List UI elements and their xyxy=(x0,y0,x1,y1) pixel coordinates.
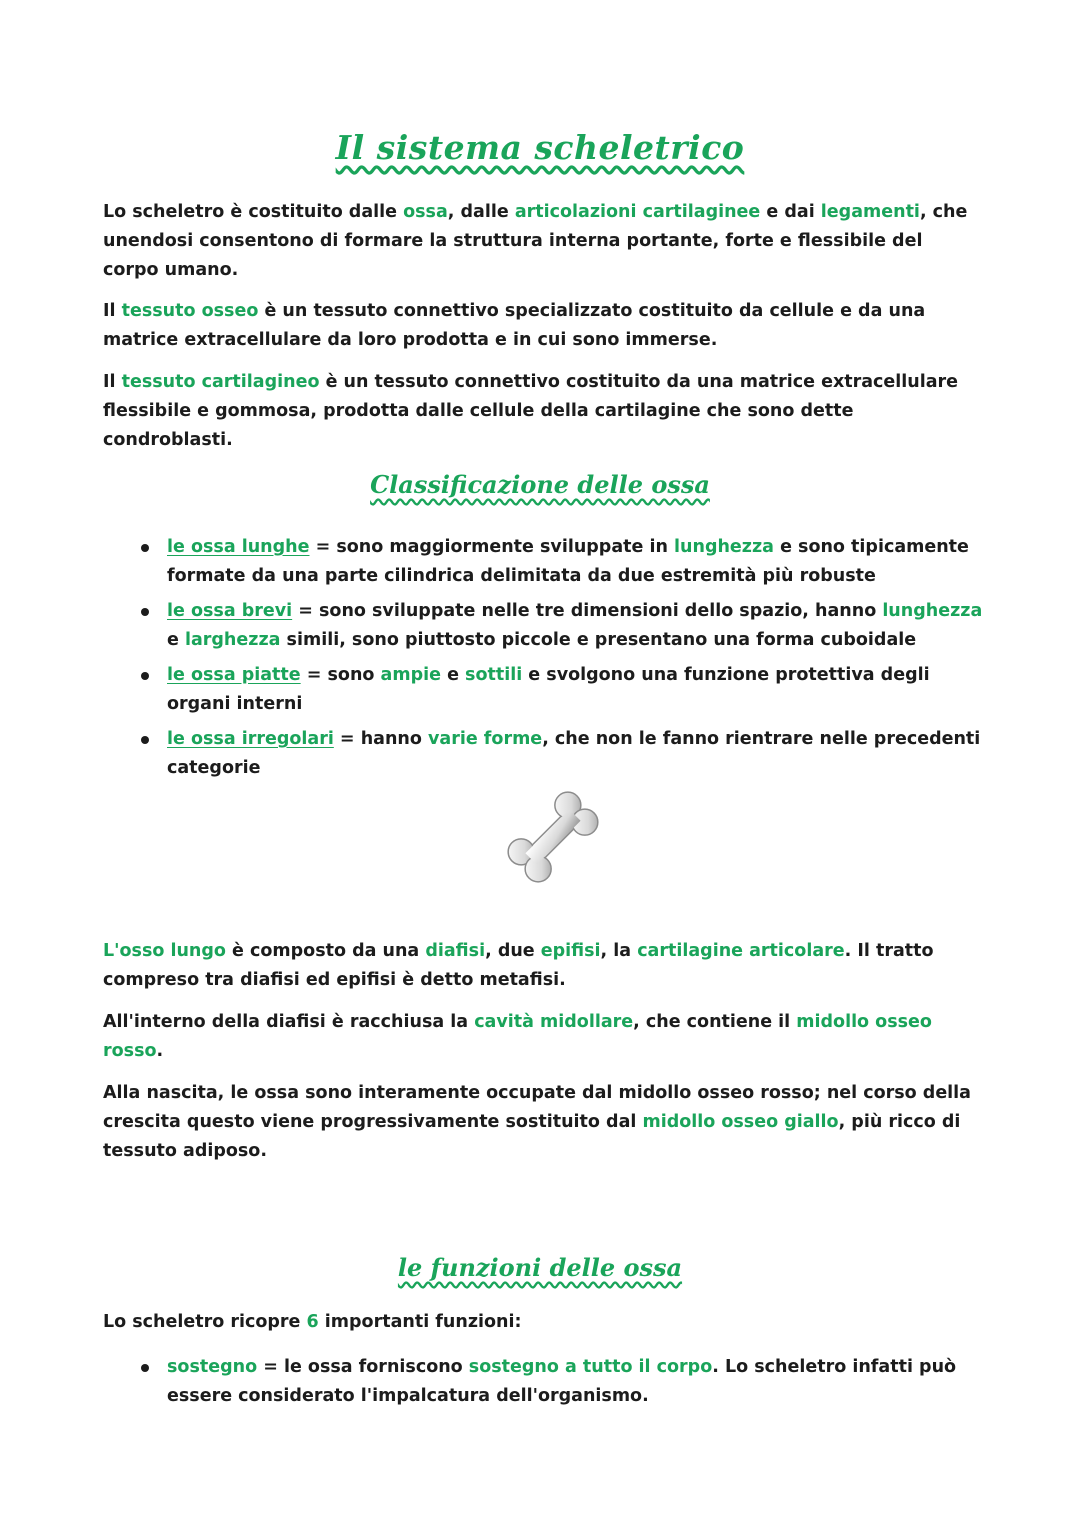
text-run: = sono sviluppate nelle tre dimensioni dello spazio, hanno xyxy=(292,601,883,621)
highlighted-term: larghezza xyxy=(184,630,281,650)
highlighted-term: lunghezza xyxy=(882,601,983,621)
text-run: importanti funzioni: xyxy=(318,1312,522,1332)
text-run: Alla nascita, le ossa sono interamente occupate dal midollo osseo rosso; nel corso della crescita questo viene progressivamente sostituito dal xyxy=(103,1083,971,1132)
intro-paragraph-2 xyxy=(103,297,973,355)
text-run: , la xyxy=(600,941,638,961)
text-run: e sono tipicamente formate da una parte cilindrica delimitata da due estremità più robuste xyxy=(167,537,969,586)
list-item xyxy=(103,725,983,783)
highlighted-term: L'osso lungo xyxy=(103,941,226,961)
highlighted-term: legamenti xyxy=(820,202,920,222)
text-run: = sono xyxy=(300,665,381,685)
highlighted-term: cartilagine articolare xyxy=(637,941,845,961)
highlighted-term: le ossa lunghe xyxy=(167,537,310,557)
osso-lungo-paragraph-1 xyxy=(103,937,973,995)
text-run: è un tessuto connettivo costituito da una matrice extracellulare flessibile e gommosa, prodotta dalle cellule della cartilagine che sono dette condroblasti. xyxy=(103,372,959,450)
highlighted-term: 6 xyxy=(306,1312,319,1332)
text-run: è un tessuto connettivo specializzato costituito da cellule e da una matrice extracellulare da loro prodotta e in cui sono immerse. xyxy=(103,301,926,350)
text-run: e svolgono una funzione protettiva degli organi interni xyxy=(167,665,930,714)
text-run: , più ricco di tessuto adiposo. xyxy=(103,1112,961,1161)
list-item xyxy=(103,597,983,655)
highlighted-term: le ossa brevi xyxy=(167,601,293,621)
text-run: Lo scheletro ricopre xyxy=(103,1312,307,1332)
text-run: è composto da una xyxy=(225,941,426,961)
highlighted-term: sottili xyxy=(465,665,523,685)
highlighted-term: lunghezza xyxy=(674,537,774,557)
text-run: , dalle xyxy=(447,202,515,222)
section-heading-funzioni: le funzioni delle ossa xyxy=(397,1253,683,1282)
highlighted-term: diafisi xyxy=(425,941,486,961)
highlighted-term: le ossa irregolari xyxy=(167,729,334,749)
text-run: e xyxy=(167,630,185,650)
text-run: , che non le fanno rientrare nelle precedenti categorie xyxy=(167,729,981,778)
text-run: = hanno xyxy=(333,729,428,749)
text-run: = le ossa forniscono xyxy=(257,1357,469,1377)
list-item xyxy=(103,1353,983,1411)
highlighted-term: midollo osseo rosso xyxy=(103,1012,932,1061)
text-run: Il xyxy=(103,301,122,321)
highlighted-term: le ossa piatte xyxy=(167,665,301,685)
list-item xyxy=(103,533,983,591)
text-run: All'interno della diafisi è racchiusa la xyxy=(103,1012,475,1032)
osso-lungo-paragraph-2 xyxy=(103,1008,973,1066)
highlighted-term: tessuto osseo xyxy=(121,301,259,321)
intro-paragraph-3 xyxy=(103,368,973,455)
intro-paragraph-1 xyxy=(103,198,973,285)
text-run: Lo scheletro è costituito dalle xyxy=(103,202,404,222)
highlighted-term: cavità midollare xyxy=(474,1012,634,1032)
list-item xyxy=(103,661,983,719)
funzioni-list xyxy=(103,1353,983,1417)
text-run: Il xyxy=(103,372,122,392)
text-run: . xyxy=(156,1041,164,1061)
text-run: e dai xyxy=(760,202,821,222)
highlighted-term: sostegno xyxy=(167,1357,258,1377)
highlighted-term: ampie xyxy=(380,665,441,685)
text-run: , che contiene il xyxy=(633,1012,797,1032)
section-heading-classificazione: Classificazione delle ossa xyxy=(370,470,710,499)
classification-list xyxy=(103,533,983,789)
text-run: simili, sono piuttosto piccole e presentano una forma cuboidale xyxy=(280,630,917,650)
highlighted-term: epifisi xyxy=(540,941,601,961)
highlighted-term: midollo osseo giallo xyxy=(642,1112,839,1132)
funzioni-intro xyxy=(103,1308,973,1337)
page-title: Il sistema scheletrico xyxy=(335,128,745,167)
highlighted-term: varie forme xyxy=(428,729,543,749)
highlighted-term: articolazioni cartilaginee xyxy=(514,202,761,222)
osso-lungo-paragraph-3 xyxy=(103,1079,973,1166)
text-run: . Il tratto compreso tra diafisi ed epifisi è detto metafisi. xyxy=(103,941,934,990)
text-run: , due xyxy=(485,941,541,961)
text-run: . Lo scheletro infatti può essere considerato l'impalcatura dell'organismo. xyxy=(167,1357,957,1406)
text-run: , che unendosi consentono di formare la struttura interna portante, forte e flessibile del corpo umano. xyxy=(103,202,968,280)
text-run: e xyxy=(440,665,466,685)
highlighted-term: tessuto cartilagineo xyxy=(121,372,320,392)
highlighted-term: ossa xyxy=(403,202,448,222)
text-run: = sono maggiormente sviluppate in xyxy=(309,537,675,557)
bone-icon xyxy=(498,782,608,892)
highlighted-term: sostegno a tutto il corpo xyxy=(468,1357,713,1377)
